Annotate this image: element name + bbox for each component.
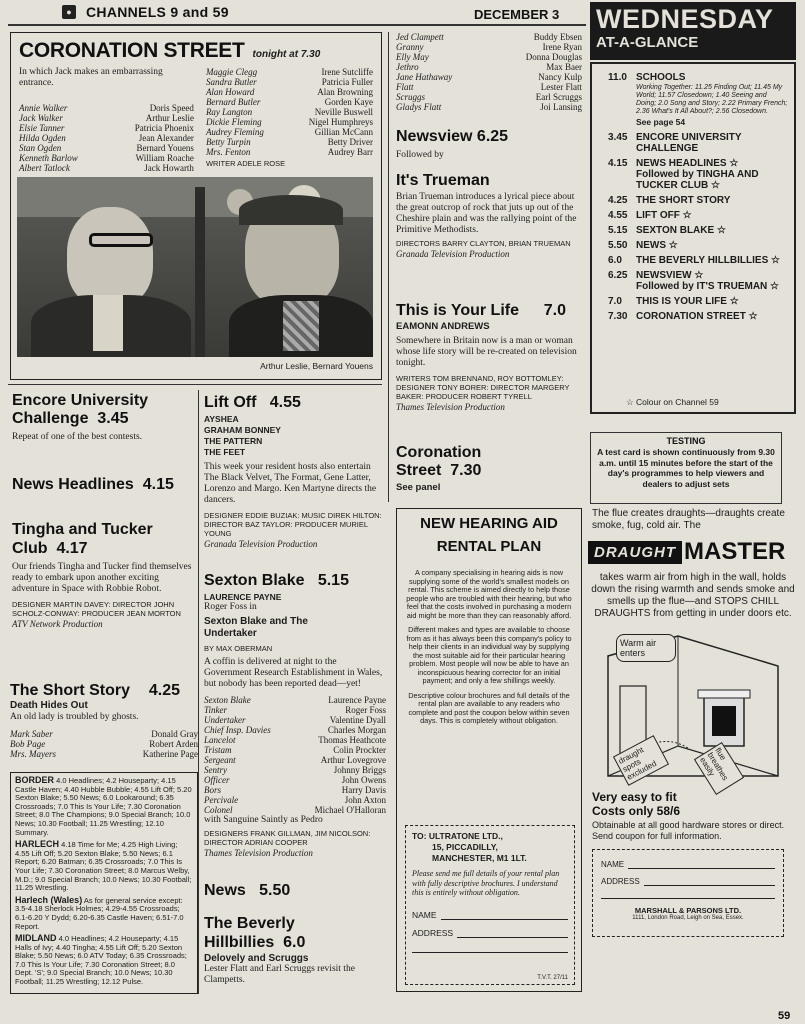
short-story-block xyxy=(10,682,198,759)
cast-role: Jed Clampett xyxy=(396,32,444,42)
hearing-p1: A company specialising in hearing aids is now supplying some of the world's smallest models on rental. This scheme is aimed directly to help those people who are troubled with their hearing, but who feel that the costs involved in purchasing a modern aid might be more than they can reasonably afford. xyxy=(406,568,572,620)
cast-role: Mark Saber xyxy=(10,729,53,739)
cast-actor: Laurence Payne xyxy=(328,695,386,705)
regional-listing xyxy=(15,896,193,931)
short-story-cast xyxy=(10,729,198,759)
day-subtitle: AT-A-GLANCE xyxy=(596,34,699,51)
tingha-credits: DESIGNER MARTIN DAVEY: DIRECTOR JOHN SCHOLZ-CONWAY: PRODUCER JEAN MORTON xyxy=(12,600,181,618)
page-number: 59 xyxy=(778,1010,791,1022)
draught-name-label: NAME xyxy=(601,860,625,869)
cast-role: Scruggs xyxy=(396,92,425,102)
glance-sub: Followed by IT'S TRUEMAN ☆ xyxy=(636,281,780,292)
cast-role: Annie Walker xyxy=(19,103,68,113)
short-story-title: The Short Story xyxy=(10,682,131,699)
draught-company-addr: 1111, London Road, Leigh on Sea, Essex. xyxy=(632,915,744,921)
cast-row xyxy=(19,103,194,113)
cast-row xyxy=(204,705,386,715)
cast-actor: Nancy Kulp xyxy=(538,72,582,82)
cast-row xyxy=(206,117,373,127)
lift-off-credits: DESIGNER EDDIE BUZIAK: MUSIC DIREK HILTON: DIRECTOR BAZ TAYLOR: PRODUCER MURIEL YOUNG xyxy=(204,511,382,538)
cast-role: Kenneth Barlow xyxy=(19,153,78,163)
trueman-credits: DIRECTORS BARRY CLAYTON, BRIAN TRUEMAN xyxy=(396,239,571,248)
hearing-title-1: NEW HEARING AID xyxy=(420,515,558,532)
cast-row xyxy=(204,735,386,745)
testing-box xyxy=(590,432,782,504)
glance-detail: Working Together: 11.25 Finding Out; 11.45 My World; 11.57 Closedown; 1.40 Seeing and Doing; 2.0 Song and Story; 2.22 Primary French; 2.36 What's It All About?; 2.56 Closedown. xyxy=(636,84,788,115)
cast-actor: Donald Gray xyxy=(151,729,198,739)
warm-air-label: Warm air enters xyxy=(616,634,676,662)
lift-off-guests xyxy=(204,414,386,458)
beverly-subtitle: Delovely and Scruggs xyxy=(204,953,309,964)
cast-role: Sentry xyxy=(204,765,227,775)
draught-cost: Costs only 58/6 xyxy=(592,804,681,818)
section-title: CHANNELS 9 and 59 xyxy=(86,4,229,20)
coronation-cast-right xyxy=(206,67,373,157)
glance-title: LIFT OFF ☆ xyxy=(636,210,692,221)
cast-row xyxy=(19,153,194,163)
glance-time: 3.45 xyxy=(608,132,628,143)
coronation-title: CORONATION STREET xyxy=(19,39,245,62)
cast-actor: Buddy Ebsen xyxy=(533,32,582,42)
glance-title: SCHOOLS xyxy=(636,72,686,83)
cast-role: Elsie Tanner xyxy=(19,123,65,133)
draught-brand-left: DRAUGHT xyxy=(588,541,682,564)
cast-actor: John Axton xyxy=(344,795,386,805)
glance-title: THIS IS YOUR LIFE ☆ xyxy=(636,296,739,307)
cast-role: Officer xyxy=(204,775,230,785)
day-header xyxy=(590,2,796,60)
coronation-short-title: Coronation Street 7.30 xyxy=(396,444,482,479)
cast-role: Alan Howard xyxy=(205,87,255,97)
tiyl-credits: WRITERS TOM BRENNAND, ROY BOTTOMLEY: DESIGNER TONY BORER: DIRECTOR MARGERY BAKER: PRODUCER ROBERT TYRELL xyxy=(396,374,570,401)
cast-actor: Betty Driver xyxy=(327,137,373,147)
cast-row xyxy=(206,87,373,97)
cast-row xyxy=(206,107,373,117)
cast-row xyxy=(19,113,194,123)
tingha-body: Our friends Tingha and Tucker find themselves ready to embark upon another exciting adventure in Space with Robbie Robot. xyxy=(12,562,192,594)
draught-address-label: ADDRESS xyxy=(601,877,640,886)
beverly-body: Lester Flatt and Earl Scruggs revisit the Clampetts. xyxy=(204,964,355,985)
cast-row xyxy=(396,102,582,112)
draught-name-field[interactable] xyxy=(628,860,775,869)
glance-item xyxy=(608,296,788,307)
encore-body: Repeat of one of the best contests. xyxy=(12,432,143,442)
channel-logo-icon: ● xyxy=(62,5,76,19)
coupon-address-field-2[interactable] xyxy=(412,952,568,953)
cast-row xyxy=(204,695,386,705)
coupon-name-label: NAME xyxy=(412,909,437,920)
cast-actor: William Roache xyxy=(135,153,194,163)
glance-time: 5.15 xyxy=(608,225,628,236)
cast-actor: Colin Prockter xyxy=(333,745,386,755)
cast-row xyxy=(204,755,386,765)
glance-item xyxy=(608,311,788,322)
lift-off-production: Granada Television Production xyxy=(204,539,318,549)
regional-text: As for general service except: 3.5-4.18 Sherlock Holmes; 4.29-4.55 Crossroads; 6.1-6.20 Y Dydd; 6.20-6.35 Castle Haven; 6.51-7.0 Report. xyxy=(15,895,184,931)
cast-actor: Doris Speed xyxy=(149,103,194,113)
glance-title: ENCORE UNIVERSITY CHALLENGE xyxy=(636,132,742,154)
draught-body: takes warm air from high in the wall, holds down the rising warmth and sends smoke and smells up the flue—and STOPS CHILL DRAUGHTS from getting in under doors etc. xyxy=(591,572,795,619)
cast-actor: Katherine Page xyxy=(142,749,198,759)
beverly-title: The Beverly Hillbillies 6.0 xyxy=(204,915,306,951)
coupon-address-field[interactable] xyxy=(457,928,568,938)
cast-actor: Jack Howarth xyxy=(144,163,194,173)
sexton-credits: DESIGNERS FRANK GILLMAN, JIM NICOLSON: DIRECTOR ADRIAN COOPER xyxy=(204,829,371,847)
glance-item xyxy=(608,240,788,251)
cast-actor: Roger Foss xyxy=(345,705,386,715)
cast-row xyxy=(396,32,582,42)
regional-listing xyxy=(15,840,193,893)
cast-role: Betty Turpin xyxy=(205,137,251,147)
draught-spots-label: draught spots excluded xyxy=(613,735,669,786)
coupon-addr-2: MANCHESTER, M1 1LT. xyxy=(432,853,527,863)
regional-name: HARLECH xyxy=(15,839,59,850)
trueman-title: It's Trueman xyxy=(396,172,490,189)
draught-company: MARSHALL & PARSONS LTD. xyxy=(634,906,742,915)
cast-actor: Gorden Kaye xyxy=(324,97,373,107)
sexton-costar: Roger Foss in xyxy=(204,602,257,612)
cast-actor: Joi Lansing xyxy=(540,102,582,112)
cast-row xyxy=(204,725,386,735)
glance-title: CORONATION STREET ☆ xyxy=(636,311,758,322)
tiyl-title: This is Your Life xyxy=(396,302,519,319)
cast-row xyxy=(19,123,194,133)
sexton-body: A coffin is delivered at night to the Government Research Establishment in Wales, but nobody has been reported dead—yet! xyxy=(204,657,383,689)
draught-ad xyxy=(588,508,798,1004)
cast-actor: Audrey Barr xyxy=(327,147,373,157)
cast-role: Albert Tatlock xyxy=(19,163,70,173)
cast-row xyxy=(396,92,582,102)
coupon-address-label: ADDRESS xyxy=(412,927,454,938)
coronation-short-block xyxy=(396,444,582,493)
regional-listing xyxy=(15,934,193,987)
news-title: News 5.50 xyxy=(204,882,291,899)
glance-time: 4.25 xyxy=(608,195,628,206)
lift-off-block xyxy=(204,394,386,549)
encore-block xyxy=(12,392,198,443)
cast-role: Mrs. Mayers xyxy=(10,749,56,759)
cast-actor: Thomas Heathcote xyxy=(318,735,386,745)
regional-text: 4.0 Headlines; 4.2 Houseparty; 4.15 Castle Haven; 4.40 Hubble Bubble; 4.55 Lift Off; 5.20 Sexton Blake; 5.50 News; 6.0 Lookaround; 6.35 Crossroads; 7.0 This Is Your Life; 7.30 Coronation Street; 8.0 The Champions; 9.0 Special Branch; 10.0 News; 10.30 Football; 11.25 Wrestling; 12.10 Summary. xyxy=(15,776,192,837)
coronation-intro: In which Jack makes an embarrassing entrance. xyxy=(19,67,163,88)
hearing-title-2: RENTAL PLAN xyxy=(436,538,542,555)
tiyl-body: Somewhere in Britain now is a man or woman whose life story will be re-created on television tonight. xyxy=(396,336,577,368)
cast-actor: Donna Douglas xyxy=(525,52,582,62)
sexton-sanguine: with Sanguine Saintly as Pedro xyxy=(204,815,323,825)
glance-item xyxy=(608,158,788,191)
cast-role: Ray Langton xyxy=(205,107,253,117)
photo-caption: Arthur Leslie, Bernard Youens xyxy=(260,361,373,371)
cast-actor: Michael O'Halloran xyxy=(314,805,386,815)
cast-role: Jane Hathaway xyxy=(396,72,453,82)
cast-row xyxy=(204,805,386,815)
cast-actor: Irene Sutcliffe xyxy=(321,67,373,77)
cast-actor: Charles Morgan xyxy=(327,725,386,735)
short-story-body: An old lady is troubled by ghosts. xyxy=(10,712,139,722)
cast-row xyxy=(10,729,198,739)
lift-off-title: Lift Off 4.55 xyxy=(204,394,301,411)
glance-title: NEWS HEADLINES ☆ xyxy=(636,158,739,169)
news-headlines-title: News Headlines 4.15 xyxy=(12,476,174,493)
cast-role: Bernard Butler xyxy=(205,97,261,107)
draught-illustration xyxy=(588,626,798,798)
cast-row xyxy=(10,749,198,759)
lift-off-guest: THE FEET xyxy=(204,447,246,457)
coupon-to: TO: ULTRATONE LTD., xyxy=(412,831,503,841)
coronation-writer: WRITER ADELE ROSE xyxy=(205,159,286,168)
draught-coupon[interactable] xyxy=(592,849,784,937)
cast-role: Sergeant xyxy=(204,755,236,765)
glance-item xyxy=(608,195,788,206)
sexton-title: Sexton Blake 5.15 xyxy=(204,572,349,589)
cast-row xyxy=(19,133,194,143)
cast-role: Percivale xyxy=(204,795,239,805)
glance-title: THE SHORT STORY xyxy=(636,195,731,206)
glance-time: 5.50 xyxy=(608,240,628,251)
lift-off-guest: GRAHAM BONNEY xyxy=(204,425,281,435)
coronation-panel xyxy=(10,32,382,380)
cast-actor: Robert Arden xyxy=(149,739,198,749)
cast-row xyxy=(206,97,373,107)
cast-row xyxy=(204,775,386,785)
cast-actor: Jean Alexander xyxy=(138,133,194,143)
hearing-coupon[interactable] xyxy=(405,825,575,985)
regional-text: 4.0 Headlines; 4.2 Houseparty; 4.15 Halls of Ivy; 4.40 Tingha; 4.55 Lift Off; 5.20 Sexton Blake; 5.50 News; 6.0 ATV Today; 6.35 Crossroads; 7.0 This Is Your Life; 7.30 Coronation Street; 8.0 Dept. 'S'; 9.0 Special Branch; 10.0 News; 10.30 Football; 11.25 Wrestling; 12.12 Pulse. xyxy=(15,934,187,987)
cast-actor: Johnny Briggs xyxy=(333,765,386,775)
cast-row xyxy=(206,67,373,77)
coupon-ref: T.V.T. 27/11 xyxy=(537,975,568,981)
encore-title: Encore University Challenge 3.45 xyxy=(12,392,149,427)
cast-actor: Patricia Fuller xyxy=(321,77,373,87)
cast-row xyxy=(10,739,198,749)
regional-text: 4.18 Time for Me; 4.25 High Living; 4.55 Lift Off; 5.20 Sexton Blake; 5.50 News; 6.1 Report; 6.20 Batman; 6.35 Crossroads; 7.0 This Is Your Life; 7.30 Coronation Street; 8.0 Marcus Welby, M.D.; 9.0 Special Branch; 10.0 News; 10.30 Football; 11.25 Wrestling. xyxy=(15,840,192,893)
sexton-star: LAURENCE PAYNE xyxy=(204,592,282,602)
cast-role: Dickie Fleming xyxy=(205,117,262,127)
cast-role: Tristam xyxy=(204,745,232,755)
cast-row xyxy=(204,745,386,755)
short-story-time: 4.25 xyxy=(148,682,180,699)
cast-role: Sandra Butler xyxy=(205,77,257,87)
glance-item xyxy=(608,270,788,292)
beverly-cast-top xyxy=(396,32,582,112)
glance-title: NEWS ☆ xyxy=(636,240,678,251)
glance-sub: Followed by TINGHA AND TUCKER CLUB ☆ xyxy=(636,169,759,191)
cast-row xyxy=(396,62,582,72)
testing-body: A test card is shown continuously from 9.30 a.m. until 15 minutes before the start of the day's programmes to help viewers and dealers to adjust sets xyxy=(597,447,775,489)
lift-off-body: This week your resident hosts also entertain The Black Velvet, The Format, Gene Latter, Lorenzo and Margo. Ken Martyne directs the dancers. xyxy=(204,462,377,505)
cast-role: Flatt xyxy=(396,82,414,92)
cast-actor: John Owens xyxy=(341,775,386,785)
regional-listing xyxy=(15,776,193,837)
cast-actor: Irene Ryan xyxy=(542,42,582,52)
glance-time: 4.15 xyxy=(608,158,628,169)
lift-off-guest: THE PATTERN xyxy=(204,436,263,446)
cast-role: Jethro xyxy=(396,62,419,72)
cast-role: Granny xyxy=(396,42,424,52)
sexton-block xyxy=(204,572,386,858)
glance-time: 6.25 xyxy=(608,270,628,281)
beverly-block xyxy=(204,914,386,986)
newsview-followed: Followed by xyxy=(396,150,444,160)
glance-title: THE BEVERLY HILLBILLIES ☆ xyxy=(636,255,780,266)
draught-fit: Very easy to fit xyxy=(592,790,677,804)
cast-role: Jack Walker xyxy=(19,113,63,123)
cast-role: Undertaker xyxy=(204,715,246,725)
cast-role: Audrey Fleming xyxy=(205,127,264,137)
regional-box xyxy=(10,772,198,994)
cast-actor: Valentine Dyall xyxy=(329,715,386,725)
newsview-title: Newsview 6.25 xyxy=(396,128,509,145)
glance-list xyxy=(608,72,788,322)
glance-item xyxy=(608,255,788,266)
cast-role: Mrs. Fenton xyxy=(205,147,251,157)
draught-obtain: Obtainable at all good hardware stores or direct. Send coupon for full information. xyxy=(592,820,785,841)
cast-actor: Lester Flatt xyxy=(540,82,582,92)
cast-row xyxy=(204,785,386,795)
glance-item xyxy=(608,210,788,221)
coronation-time: tonight at 7.30 xyxy=(252,49,321,60)
cast-actor: Arthur Leslie xyxy=(145,113,194,123)
glance-item xyxy=(608,72,788,128)
cast-row xyxy=(206,77,373,87)
cast-role: Bob Page xyxy=(10,739,46,749)
glance-title: SEXTON BLAKE ☆ xyxy=(636,225,726,236)
sexton-production: Thames Television Production xyxy=(204,848,313,858)
sexton-cast xyxy=(204,695,386,815)
glance-box xyxy=(590,62,796,414)
cast-role: Stan Ogden xyxy=(19,143,62,153)
sexton-writer: BY MAX OBERMAN xyxy=(204,644,273,653)
draught-brand-right: MASTER xyxy=(684,538,786,565)
newsview-block xyxy=(396,128,582,161)
flue-label: flue breathes easily xyxy=(694,742,744,795)
cast-row xyxy=(396,72,582,82)
hearing-ad xyxy=(396,508,582,992)
glance-item xyxy=(608,132,788,154)
cast-role: Elly May xyxy=(396,52,429,62)
cast-actor: Patricia Phoenix xyxy=(134,123,194,133)
glance-time: 7.30 xyxy=(608,311,628,322)
regional-name: MIDLAND xyxy=(15,933,57,944)
lift-off-guest: AYSHEA xyxy=(204,414,239,424)
coupon-body: Please send me full details of your rental plan with fully descriptive brochures. I understand this is entirely without obligation. xyxy=(412,869,560,897)
testing-title: TESTING xyxy=(666,436,706,446)
draught-brand xyxy=(588,538,798,566)
cast-row xyxy=(19,163,194,173)
cast-row xyxy=(204,715,386,725)
regional-name: BORDER xyxy=(15,775,55,785)
hearing-p2: Different makes and types are available to choose from as it has always been this company's policy to help their clients in an individual way by supplying the most suitable aid for their particular hearing problem. Most people will now be able to have an inconspicuous hearing corrector for an initial payment; and only a few shillings weekly. xyxy=(406,625,572,685)
cast-row xyxy=(204,765,386,775)
draught-address-field[interactable] xyxy=(644,877,775,886)
header-date: DECEMBER 3 xyxy=(474,7,560,22)
tingha-block xyxy=(12,520,198,629)
cast-role: Sexton Blake xyxy=(204,695,251,705)
coronation-cast-left xyxy=(19,103,194,173)
cast-role: Bors xyxy=(204,785,222,795)
hearing-p3: Descriptive colour brochures and full details of the rental plan are available to any readers who complete and post the coupon below within seven days. This is completely without obligation. xyxy=(408,690,570,725)
cast-role: Gladys Flatt xyxy=(396,102,442,112)
tiyl-production: Thames Television Production xyxy=(396,402,505,412)
cast-actor: Bernard Youens xyxy=(136,143,194,153)
day-title: WEDNESDAY xyxy=(596,4,774,34)
cast-actor: Arthur Lovegrove xyxy=(320,755,386,765)
sexton-episode: Sexton Blake and The Undertaker xyxy=(204,616,308,639)
tiyl-presenter: EAMONN ANDREWS xyxy=(396,321,490,332)
glance-time: 4.55 xyxy=(608,210,628,221)
cast-row xyxy=(19,143,194,153)
cast-role: Colonel xyxy=(204,805,233,815)
glance-see: See page 54 xyxy=(636,117,686,127)
cast-actor: Earl Scruggs xyxy=(535,92,582,102)
cast-actor: Max Baer xyxy=(546,62,582,72)
cast-role: Maggie Clegg xyxy=(205,67,258,77)
coronation-photo xyxy=(17,177,373,357)
cast-row xyxy=(204,795,386,805)
glance-note: ☆ Colour on Channel 59 xyxy=(626,397,719,407)
glance-time: 6.0 xyxy=(608,255,622,266)
cast-row xyxy=(206,147,373,157)
regional-name: Harlech (Wales) xyxy=(15,894,83,905)
cast-role: Chief Insp. Davies xyxy=(204,725,271,735)
tiyl-block xyxy=(396,302,582,412)
cast-row xyxy=(396,82,582,92)
cast-actor: Alan Browning xyxy=(317,87,373,97)
glance-title: NEWSVIEW ☆ xyxy=(636,270,704,281)
glance-item xyxy=(608,225,788,236)
draught-address-field-2[interactable] xyxy=(601,898,775,899)
trueman-body: Brian Trueman introduces a lyrical piece about the great outcrop of rock that juts up out of the Cheshire plain and was the rallying point of the Primitive Methodists. xyxy=(396,192,577,235)
coronation-short-note: See panel xyxy=(396,482,441,493)
cast-row xyxy=(206,137,373,147)
cast-row xyxy=(396,52,582,62)
glance-time: 11.0 xyxy=(608,72,627,83)
cast-actor: Harry Davis xyxy=(341,785,386,795)
coupon-name-field[interactable] xyxy=(441,910,568,920)
tingha-title: Tingha and Tucker Club 4.17 xyxy=(12,521,153,557)
cast-actor: Gillian McCann xyxy=(314,127,373,137)
trueman-production: Granada Television Production xyxy=(396,249,510,259)
cast-actor: Nigel Humphreys xyxy=(308,117,373,127)
draught-intro: The flue creates draughts—draughts create smoke, fug, cold air. The xyxy=(592,508,785,531)
coupon-addr-1: 15, PICCADILLY, xyxy=(432,842,498,852)
trueman-block xyxy=(396,172,582,259)
cast-role: Tinker xyxy=(204,705,228,715)
tiyl-time: 7.0 xyxy=(543,302,566,319)
tingha-production: ATV Network Production xyxy=(12,619,103,629)
short-story-subtitle: Death Hides Out xyxy=(10,700,88,711)
cast-row xyxy=(396,42,582,52)
cast-row xyxy=(206,127,373,137)
cast-role: Lancelot xyxy=(204,735,236,745)
glance-time: 7.0 xyxy=(608,296,622,307)
cast-actor: Neville Buswell xyxy=(314,107,373,117)
cast-role: Hilda Ogden xyxy=(19,133,66,143)
